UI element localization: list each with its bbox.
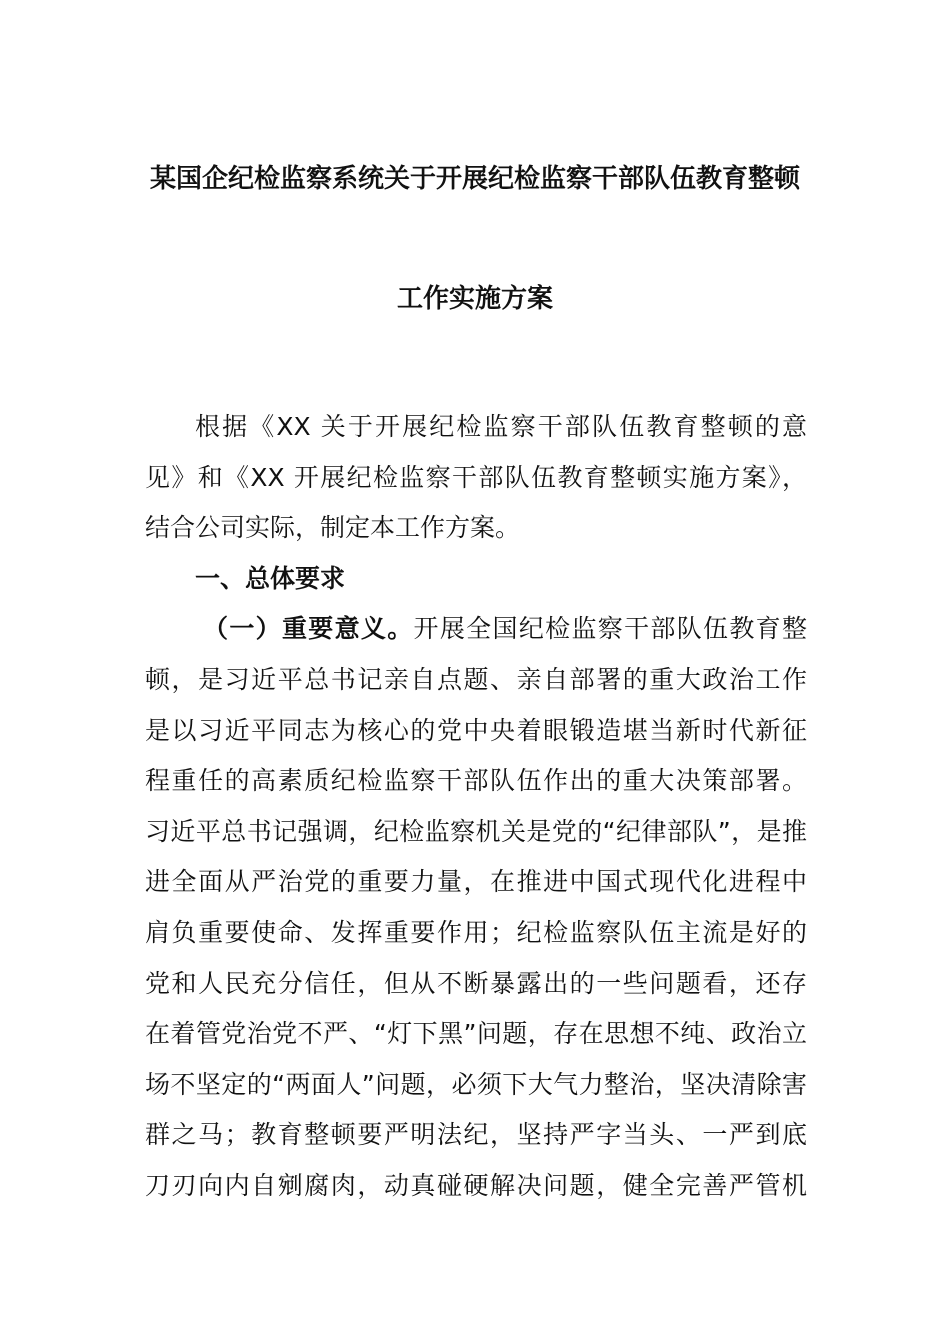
intro-line-1: 根据《XX 关于开展纪检监察干部队伍教育整顿的意 [195,412,807,441]
paragraph-line: 群之马；教育整顿要严明法纪，坚持严字当头、一严到底 [145,1120,807,1150]
intro-line-3: 结合公司实际，制定本工作方案。 [145,513,521,543]
document-body [145,402,807,1212]
subsection-line-1-text: 开展全国纪检监察干部队伍教育整 [413,614,807,644]
subsection-first-line [145,604,807,655]
subsection-label-importance: （一）重要意义。 [203,614,414,644]
document-title-line-2: 工作实施方案 [396,284,553,314]
paragraph-line: 习近平总书记强调，纪检监察机关是党的“纪律部队”，是推 [145,816,807,846]
paragraph-line: 肩负重要使命、发挥重要作用；纪检监察队伍主流是好的 [145,917,807,947]
paragraph-line: 在着管党治党不严、“灯下黑”问题，存在思想不纯、政治立 [145,1019,807,1049]
paragraph-line: 党和人民充分信任，但从不断暴露出的一些问题看，还存 [145,968,807,998]
intro-line-2: 见》和《XX 开展纪检监察干部队伍教育整顿实施方案》， [145,462,807,492]
paragraph-line: 进全面从严治党的重要力量，在推进中国式现代化进程中 [145,867,807,897]
section-heading-general-requirements: 一、总体要求 [195,563,346,593]
paragraph-line: 场不坚定的“两面人”问题，必须下大气力整治，坚决清除害 [145,1069,807,1099]
paragraph-line: 顿，是习近平总书记亲自点题、亲自部署的重大政治工作 [145,664,807,694]
paragraph-line: 刀刃向内自剜腐肉，动真碰硬解决问题，健全完善严管机 [145,1170,807,1200]
paragraph-line: 程重任的高素质纪检监察干部队伍作出的重大决策部署。 [145,766,807,796]
document-title-line-1: 某国企纪检监察系统关于开展纪检监察干部队伍教育整顿 [149,164,800,194]
paragraph-line: 是以习近平同志为核心的党中央着眼锻造堪当新时代新征 [145,715,807,745]
